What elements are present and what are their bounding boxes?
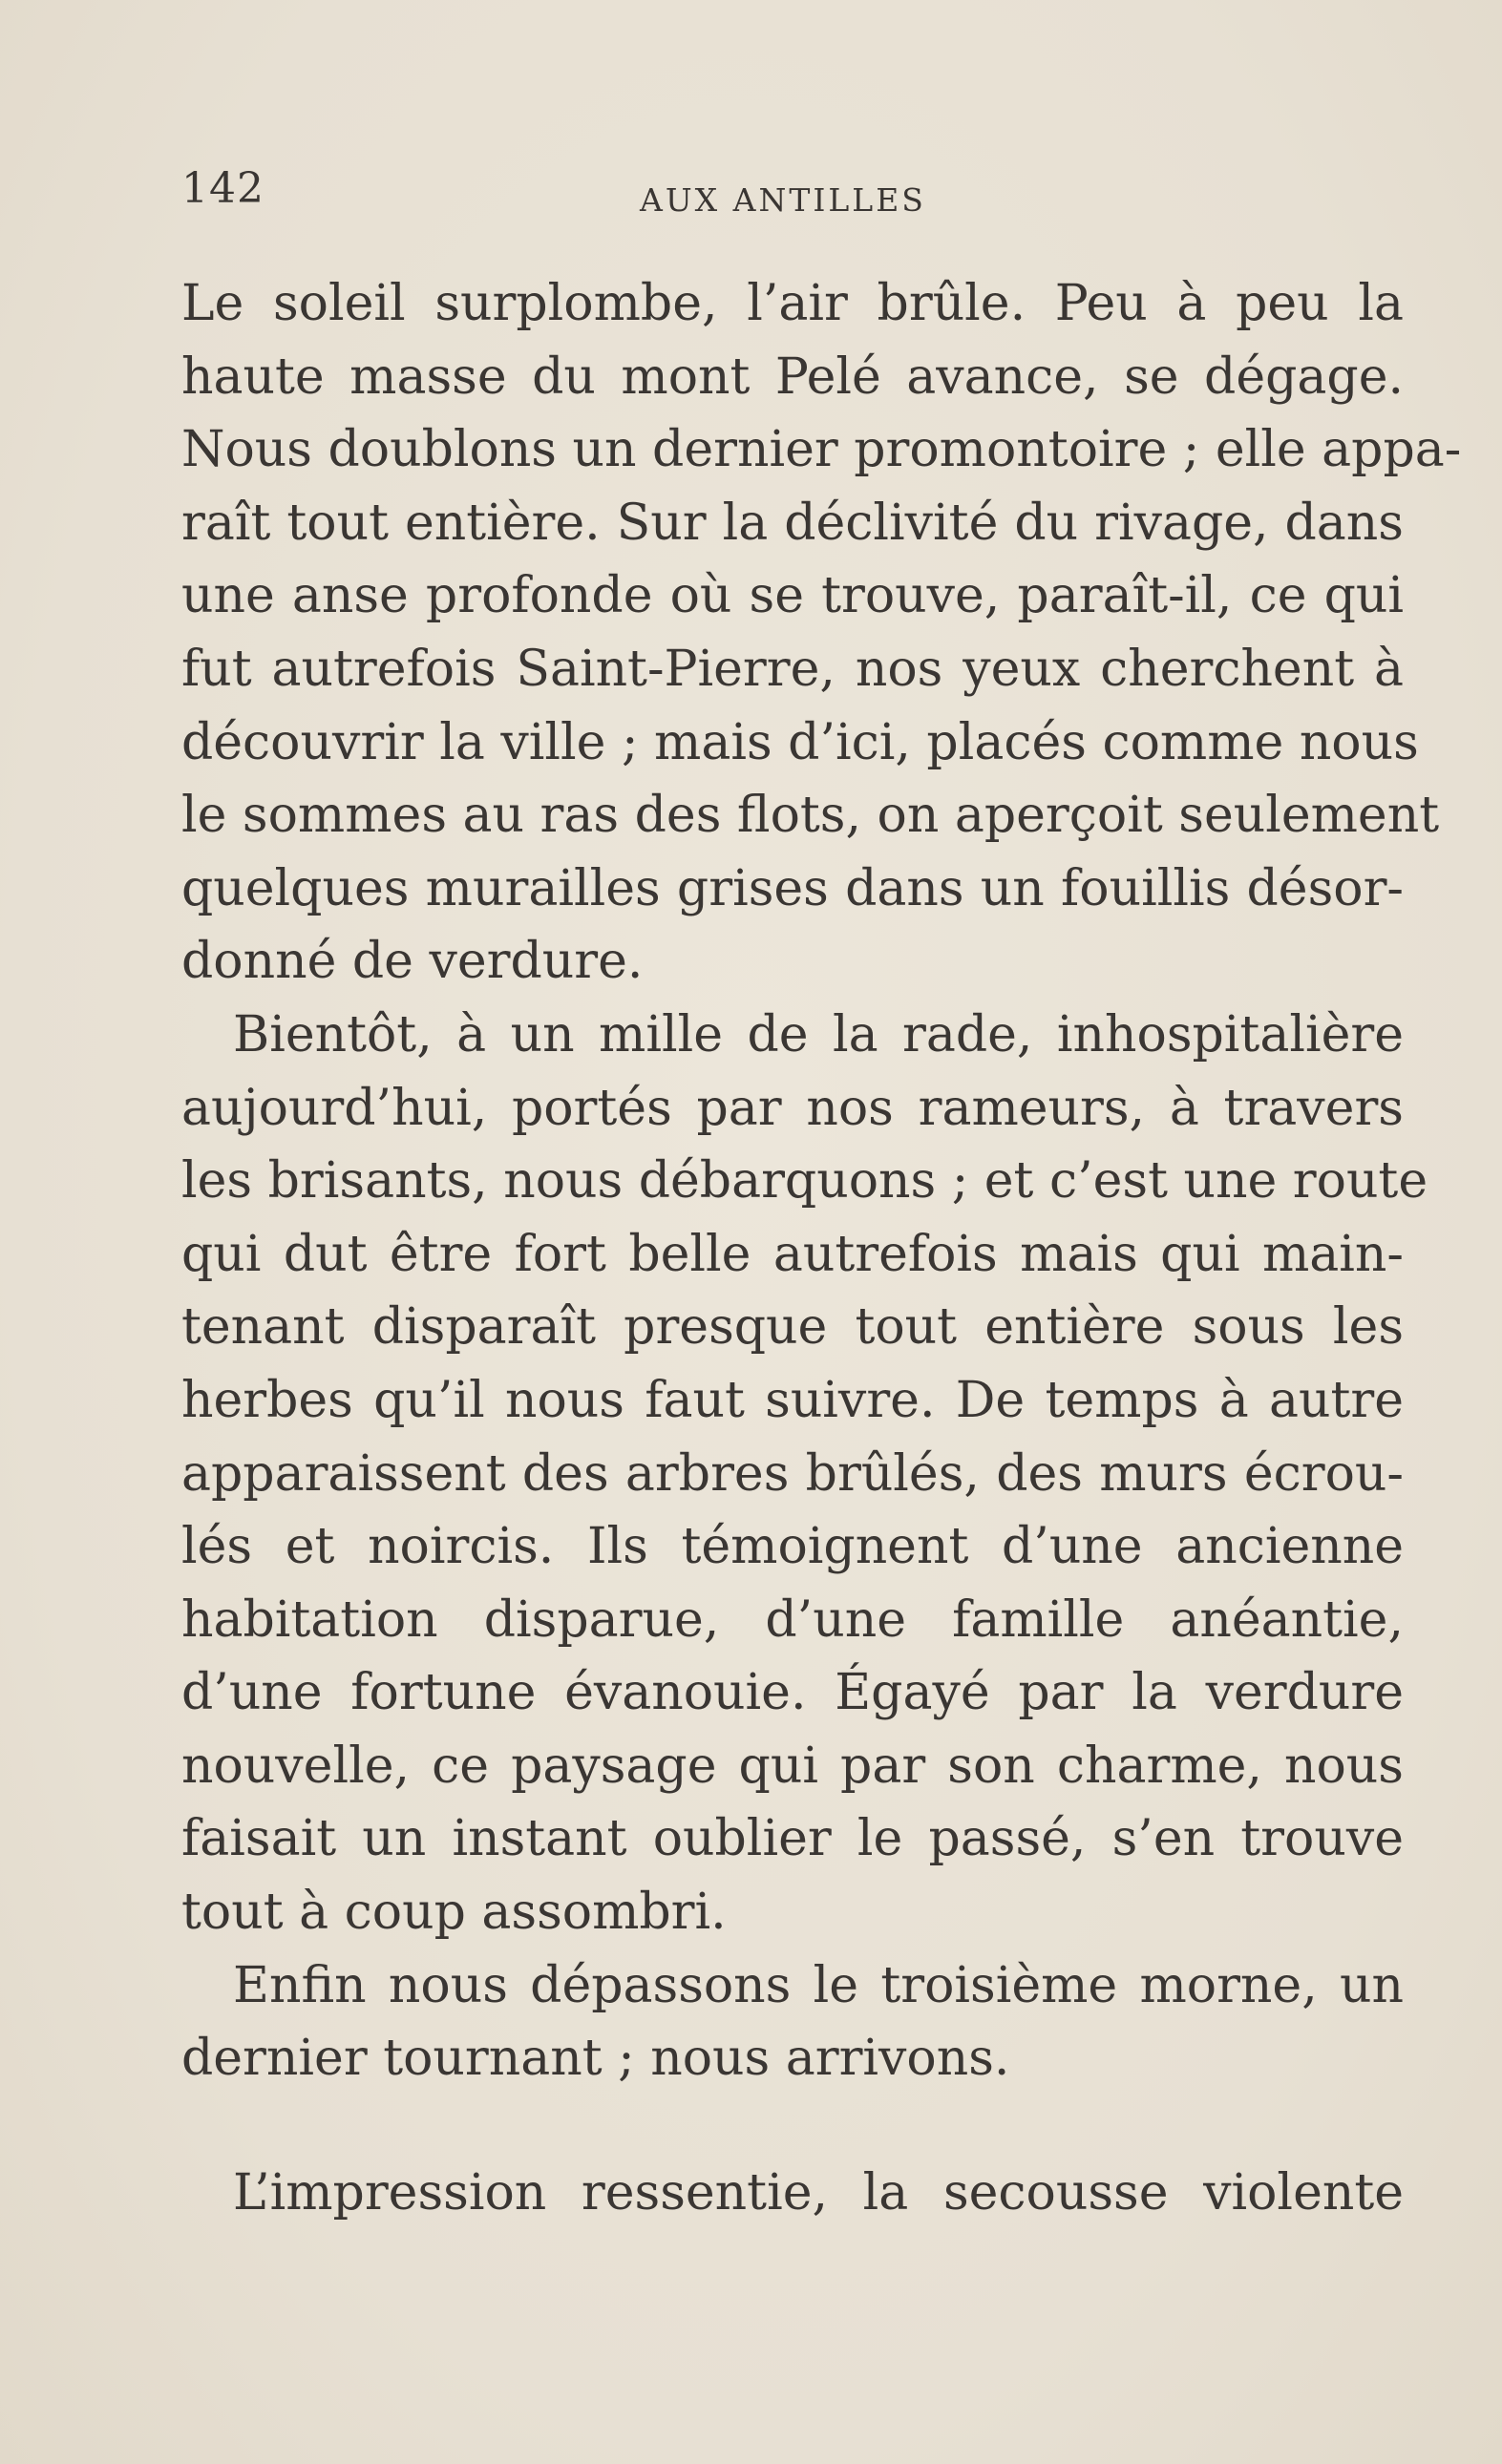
text-line: d’une fortune évanouie. Égayé par la verdure <box>181 1664 1404 1722</box>
running-head <box>181 164 1413 221</box>
text-line: fut autrefois Saint-Pierre, nos yeux cherchent à <box>181 640 1404 698</box>
text-line: apparaissent des arbres brûlés, des murs écrou- <box>181 1444 1404 1503</box>
text-line: les brisants, nous débarquons ; et c’est une route <box>181 1152 1428 1211</box>
paragraph-first-line: Bientôt, à un mille de la rade, inhospitalière <box>233 1005 1404 1064</box>
text-line: une anse profonde où se trouve, paraît-il, ce qui <box>181 567 1404 625</box>
running-title: AUX ANTILLES <box>640 181 926 219</box>
text-line: nouvelle, ce paysage qui par son charme, nous <box>181 1737 1404 1795</box>
text-line: tenant disparaît presque tout entière sous les <box>181 1298 1404 1357</box>
body-text <box>181 267 1462 2229</box>
section-break <box>181 2095 1404 2157</box>
text-line: habitation disparue, d’une famille anéantie, <box>181 1590 1404 1649</box>
text-line: lés et noircis. Ils témoignent d’une ancienne <box>181 1518 1404 1576</box>
text-line: découvrir la ville ; mais d’ici, placés comme nous <box>181 713 1419 771</box>
text-line: le sommes au ras des flots, on aperçoit seulement <box>181 787 1440 845</box>
text-line: aujourd’hui, portés par nos rameurs, à travers <box>181 1079 1404 1137</box>
text-line: haute masse du mont Pelé avance, se dégage. <box>181 347 1404 406</box>
text-line: quelques murailles grises dans un fouillis désor- <box>181 859 1404 917</box>
text-line: dernier tournant ; nous arrivons. <box>181 2030 1010 2088</box>
text-line: donné de verdure. <box>181 933 644 991</box>
text-line: raît tout entière. Sur la déclivité du rivage, dans <box>181 494 1404 552</box>
text-line: qui dut être fort belle autrefois mais qui main- <box>181 1225 1404 1283</box>
paragraph-first-line: Enfin nous dépassons le troisième morne, un <box>233 1956 1404 2014</box>
paragraph-first-line: L’impression ressentie, la secousse violente <box>233 2163 1404 2222</box>
text-line: Le soleil surplombe, l’air brûle. Peu à peu la <box>181 275 1404 332</box>
text-line: faisait un instant oublier le passé, s’en trouve <box>181 1810 1404 1868</box>
text-line: herbes qu’il nous faut suivre. De temps à autre <box>181 1371 1404 1429</box>
text-line: tout à coup assombri. <box>181 1884 727 1942</box>
text-line: Nous doublons un dernier promontoire ; elle appa- <box>181 421 1462 479</box>
page-number: 142 <box>181 164 264 213</box>
